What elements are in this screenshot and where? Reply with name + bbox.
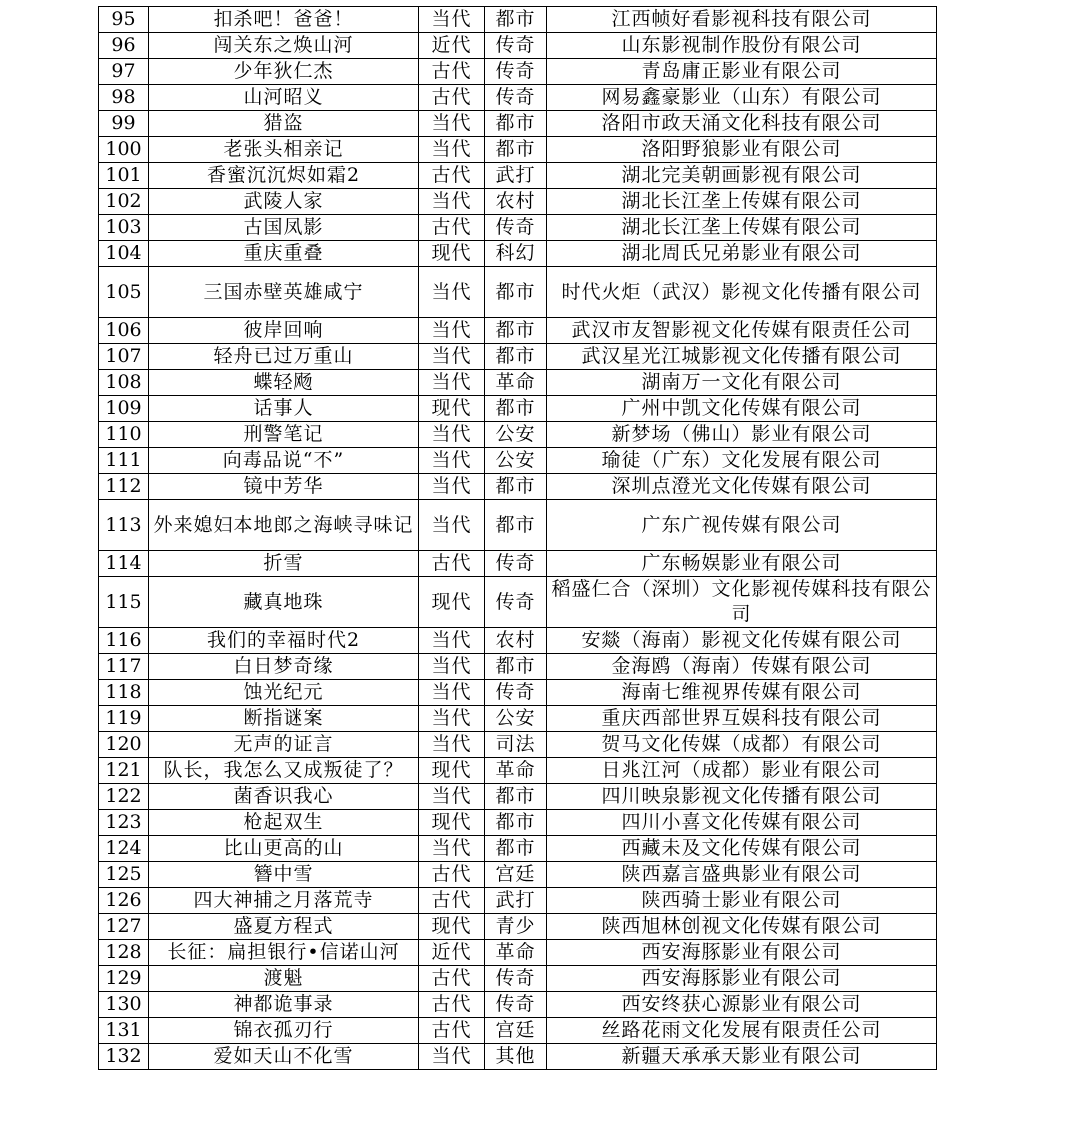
- genre-cell: 都市: [485, 654, 547, 680]
- era-cell: 当代: [419, 318, 485, 344]
- row-number-cell: 99: [99, 111, 149, 137]
- era-cell: 古代: [419, 59, 485, 85]
- genre-cell: 公安: [485, 706, 547, 732]
- table-row: [99, 706, 937, 732]
- era-cell: 当代: [419, 1044, 485, 1070]
- title-cell: 重庆重叠: [149, 241, 419, 267]
- table-row: [99, 241, 937, 267]
- company-cell: 武汉市友智影视文化传媒有限责任公司: [547, 318, 937, 344]
- row-number-cell: 112: [99, 474, 149, 500]
- company-cell: 湖北长江垄上传媒有限公司: [547, 189, 937, 215]
- row-number-cell: 126: [99, 888, 149, 914]
- genre-cell: 都市: [485, 474, 547, 500]
- company-cell: 湖北长江垄上传媒有限公司: [547, 215, 937, 241]
- genre-cell: 传奇: [485, 33, 547, 59]
- title-cell: 镜中芳华: [149, 474, 419, 500]
- row-number-cell: 111: [99, 448, 149, 474]
- table-row: [99, 1018, 937, 1044]
- table-row: [99, 992, 937, 1018]
- title-cell: 盛夏方程式: [149, 914, 419, 940]
- genre-cell: 公安: [485, 422, 547, 448]
- company-cell: 西藏未及文化传媒有限公司: [547, 836, 937, 862]
- genre-cell: 传奇: [485, 680, 547, 706]
- title-cell: 长征：扁担银行•信诺山河: [149, 940, 419, 966]
- title-cell: 蚀光纪元: [149, 680, 419, 706]
- genre-cell: 革命: [485, 370, 547, 396]
- title-cell: 断指谜案: [149, 706, 419, 732]
- title-cell: 枪起双生: [149, 810, 419, 836]
- genre-cell: 都市: [485, 137, 547, 163]
- title-cell: 白日梦奇缘: [149, 654, 419, 680]
- era-cell: 当代: [419, 474, 485, 500]
- table-row: [99, 448, 937, 474]
- company-cell: 四川小喜文化传媒有限公司: [547, 810, 937, 836]
- row-number-cell: 109: [99, 396, 149, 422]
- table-row: [99, 396, 937, 422]
- company-cell: 安燚（海南）影视文化传媒有限公司: [547, 628, 937, 654]
- row-number-cell: 119: [99, 706, 149, 732]
- company-cell: 青岛庸正影业有限公司: [547, 59, 937, 85]
- table-row: [99, 500, 937, 551]
- era-cell: 当代: [419, 654, 485, 680]
- table-row: [99, 7, 937, 33]
- title-cell: 话事人: [149, 396, 419, 422]
- row-number-cell: 97: [99, 59, 149, 85]
- table-row: [99, 344, 937, 370]
- genre-cell: 都市: [485, 784, 547, 810]
- table-row: [99, 628, 937, 654]
- row-number-cell: 110: [99, 422, 149, 448]
- genre-cell: 农村: [485, 189, 547, 215]
- era-cell: 当代: [419, 784, 485, 810]
- company-cell: 贺马文化传媒（成都）有限公司: [547, 732, 937, 758]
- era-cell: 现代: [419, 914, 485, 940]
- genre-cell: 司法: [485, 732, 547, 758]
- title-cell: 爱如天山不化雪: [149, 1044, 419, 1070]
- genre-cell: 农村: [485, 628, 547, 654]
- genre-cell: 都市: [485, 7, 547, 33]
- era-cell: 当代: [419, 137, 485, 163]
- row-number-cell: 127: [99, 914, 149, 940]
- title-cell: 菌香识我心: [149, 784, 419, 810]
- genre-cell: 革命: [485, 940, 547, 966]
- table-row: [99, 163, 937, 189]
- row-number-cell: 121: [99, 758, 149, 784]
- title-cell: 轻舟已过万重山: [149, 344, 419, 370]
- era-cell: 现代: [419, 241, 485, 267]
- row-number-cell: 114: [99, 551, 149, 577]
- title-cell: 老张头相亲记: [149, 137, 419, 163]
- table-row: [99, 189, 937, 215]
- table-row: [99, 758, 937, 784]
- company-cell: 陕西骑士影业有限公司: [547, 888, 937, 914]
- title-cell: 武陵人家: [149, 189, 419, 215]
- row-number-cell: 108: [99, 370, 149, 396]
- company-cell: 重庆西部世界互娱科技有限公司: [547, 706, 937, 732]
- row-number-cell: 130: [99, 992, 149, 1018]
- table-row: [99, 680, 937, 706]
- era-cell: 当代: [419, 680, 485, 706]
- company-cell: 网易鑫豪影业（山东）有限公司: [547, 85, 937, 111]
- company-cell: 丝路花雨文化发展有限责任公司: [547, 1018, 937, 1044]
- row-number-cell: 123: [99, 810, 149, 836]
- title-cell: 古国凤影: [149, 215, 419, 241]
- title-cell: 藏真地珠: [149, 577, 419, 628]
- era-cell: 古代: [419, 1018, 485, 1044]
- table-row: [99, 318, 937, 344]
- title-cell: 香蜜沉沉烬如霜2: [149, 163, 419, 189]
- table-body: [99, 7, 937, 1070]
- table-row: [99, 862, 937, 888]
- era-cell: 古代: [419, 163, 485, 189]
- table-row: [99, 551, 937, 577]
- company-cell: 新疆天承承天影业有限公司: [547, 1044, 937, 1070]
- era-cell: 当代: [419, 500, 485, 551]
- table-row: [99, 836, 937, 862]
- table-row: [99, 474, 937, 500]
- era-cell: 当代: [419, 732, 485, 758]
- era-cell: 当代: [419, 422, 485, 448]
- company-cell: 瑜徒（广东）文化发展有限公司: [547, 448, 937, 474]
- genre-cell: 传奇: [485, 966, 547, 992]
- row-number-cell: 113: [99, 500, 149, 551]
- title-cell: 簪中雪: [149, 862, 419, 888]
- era-cell: 当代: [419, 836, 485, 862]
- genre-cell: 都市: [485, 396, 547, 422]
- title-cell: 猎盗: [149, 111, 419, 137]
- row-number-cell: 128: [99, 940, 149, 966]
- table-row: [99, 215, 937, 241]
- title-cell: 队长，我怎么又成叛徒了？: [149, 758, 419, 784]
- company-cell: 陕西旭林创视文化传媒有限公司: [547, 914, 937, 940]
- genre-cell: 都市: [485, 111, 547, 137]
- row-number-cell: 107: [99, 344, 149, 370]
- genre-cell: 宫廷: [485, 862, 547, 888]
- row-number-cell: 132: [99, 1044, 149, 1070]
- row-number-cell: 106: [99, 318, 149, 344]
- table-row: [99, 810, 937, 836]
- row-number-cell: 96: [99, 33, 149, 59]
- era-cell: 古代: [419, 966, 485, 992]
- title-cell: 无声的证言: [149, 732, 419, 758]
- title-cell: 渡魁: [149, 966, 419, 992]
- era-cell: 近代: [419, 940, 485, 966]
- company-cell: 四川映泉影视文化传播有限公司: [547, 784, 937, 810]
- genre-cell: 武打: [485, 163, 547, 189]
- era-cell: 古代: [419, 551, 485, 577]
- table-row: [99, 85, 937, 111]
- company-cell: 洛阳野狼影业有限公司: [547, 137, 937, 163]
- company-cell: 日兆江河（成都）影业有限公司: [547, 758, 937, 784]
- era-cell: 近代: [419, 33, 485, 59]
- genre-cell: 传奇: [485, 992, 547, 1018]
- era-cell: 当代: [419, 111, 485, 137]
- row-number-cell: 120: [99, 732, 149, 758]
- era-cell: 现代: [419, 758, 485, 784]
- row-number-cell: 124: [99, 836, 149, 862]
- row-number-cell: 115: [99, 577, 149, 628]
- genre-cell: 传奇: [485, 551, 547, 577]
- row-number-cell: 98: [99, 85, 149, 111]
- company-cell: 西安海豚影业有限公司: [547, 940, 937, 966]
- genre-cell: 宫廷: [485, 1018, 547, 1044]
- table-row: [99, 577, 937, 628]
- table-row: [99, 267, 937, 318]
- era-cell: 当代: [419, 370, 485, 396]
- company-cell: 山东影视制作股份有限公司: [547, 33, 937, 59]
- genre-cell: 传奇: [485, 59, 547, 85]
- company-cell: 广州中凯文化传媒有限公司: [547, 396, 937, 422]
- genre-cell: 公安: [485, 448, 547, 474]
- genre-cell: 都市: [485, 344, 547, 370]
- genre-cell: 科幻: [485, 241, 547, 267]
- genre-cell: 都市: [485, 500, 547, 551]
- title-cell: 山河昭义: [149, 85, 419, 111]
- row-number-cell: 101: [99, 163, 149, 189]
- era-cell: 当代: [419, 706, 485, 732]
- company-cell: 海南七维视界传媒有限公司: [547, 680, 937, 706]
- table-row: [99, 111, 937, 137]
- genre-cell: 传奇: [485, 215, 547, 241]
- company-cell: 洛阳市政天涌文化科技有限公司: [547, 111, 937, 137]
- title-cell: 神都诡事录: [149, 992, 419, 1018]
- company-cell: 湖北完美朝画影视有限公司: [547, 163, 937, 189]
- title-cell: 少年狄仁杰: [149, 59, 419, 85]
- title-cell: 彼岸回响: [149, 318, 419, 344]
- title-cell: 闯关东之焕山河: [149, 33, 419, 59]
- table-row: [99, 1044, 937, 1070]
- row-number-cell: 100: [99, 137, 149, 163]
- era-cell: 现代: [419, 396, 485, 422]
- genre-cell: 传奇: [485, 577, 547, 628]
- row-number-cell: 118: [99, 680, 149, 706]
- table-row: [99, 370, 937, 396]
- row-number-cell: 131: [99, 1018, 149, 1044]
- company-cell: 江西帧好看影视科技有限公司: [547, 7, 937, 33]
- row-number-cell: 129: [99, 966, 149, 992]
- table-row: [99, 888, 937, 914]
- era-cell: 当代: [419, 267, 485, 318]
- title-cell: 向毒品说“不”: [149, 448, 419, 474]
- company-cell: 深圳点澄光文化传媒有限公司: [547, 474, 937, 500]
- genre-cell: 都市: [485, 318, 547, 344]
- company-cell: 西安终获心源影业有限公司: [547, 992, 937, 1018]
- era-cell: 当代: [419, 344, 485, 370]
- genre-cell: 都市: [485, 836, 547, 862]
- era-cell: 古代: [419, 215, 485, 241]
- company-cell: 广东广视传媒有限公司: [547, 500, 937, 551]
- era-cell: 古代: [419, 992, 485, 1018]
- genre-cell: 武打: [485, 888, 547, 914]
- genre-cell: 其他: [485, 1044, 547, 1070]
- company-cell: 陕西嘉言盛典影业有限公司: [547, 862, 937, 888]
- company-cell: 广东畅娱影业有限公司: [547, 551, 937, 577]
- table-row: [99, 732, 937, 758]
- row-number-cell: 117: [99, 654, 149, 680]
- company-cell: 湖南万一文化有限公司: [547, 370, 937, 396]
- title-cell: 锦衣孤刃行: [149, 1018, 419, 1044]
- row-number-cell: 122: [99, 784, 149, 810]
- table-row: [99, 33, 937, 59]
- era-cell: 古代: [419, 862, 485, 888]
- table-row: [99, 940, 937, 966]
- drama-list-table: [98, 6, 937, 1070]
- era-cell: 当代: [419, 189, 485, 215]
- company-cell: 新梦场（佛山）影业有限公司: [547, 422, 937, 448]
- era-cell: 当代: [419, 7, 485, 33]
- company-cell: 时代火炬（武汉）影视文化传播有限公司: [547, 267, 937, 318]
- row-number-cell: 103: [99, 215, 149, 241]
- row-number-cell: 102: [99, 189, 149, 215]
- genre-cell: 传奇: [485, 85, 547, 111]
- title-cell: 外来媳妇本地郎之海峡寻味记: [149, 500, 419, 551]
- row-number-cell: 116: [99, 628, 149, 654]
- row-number-cell: 104: [99, 241, 149, 267]
- table-row: [99, 59, 937, 85]
- table-row: [99, 654, 937, 680]
- row-number-cell: 105: [99, 267, 149, 318]
- company-cell: 金海鸥（海南）传媒有限公司: [547, 654, 937, 680]
- title-cell: 比山更高的山: [149, 836, 419, 862]
- genre-cell: 都市: [485, 810, 547, 836]
- company-cell: 西安海豚影业有限公司: [547, 966, 937, 992]
- title-cell: 我们的幸福时代2: [149, 628, 419, 654]
- title-cell: 蝶轻飏: [149, 370, 419, 396]
- company-cell: 武汉星光江城影视文化传播有限公司: [547, 344, 937, 370]
- era-cell: 古代: [419, 85, 485, 111]
- company-cell: 湖北周氏兄弟影业有限公司: [547, 241, 937, 267]
- row-number-cell: 125: [99, 862, 149, 888]
- era-cell: 当代: [419, 628, 485, 654]
- title-cell: 三国赤壁英雄咸宁: [149, 267, 419, 318]
- era-cell: 当代: [419, 448, 485, 474]
- title-cell: 折雪: [149, 551, 419, 577]
- genre-cell: 都市: [485, 267, 547, 318]
- era-cell: 古代: [419, 888, 485, 914]
- genre-cell: 青少: [485, 914, 547, 940]
- table-row: [99, 966, 937, 992]
- row-number-cell: 95: [99, 7, 149, 33]
- title-cell: 刑警笔记: [149, 422, 419, 448]
- table-row: [99, 914, 937, 940]
- company-cell: 稻盛仁合（深圳）文化影视传媒科技有限公司: [547, 577, 937, 628]
- era-cell: 现代: [419, 577, 485, 628]
- title-cell: 扣杀吧！爸爸！: [149, 7, 419, 33]
- era-cell: 现代: [419, 810, 485, 836]
- genre-cell: 革命: [485, 758, 547, 784]
- table-row: [99, 137, 937, 163]
- table-row: [99, 784, 937, 810]
- table-row: [99, 422, 937, 448]
- title-cell: 四大神捕之月落荒寺: [149, 888, 419, 914]
